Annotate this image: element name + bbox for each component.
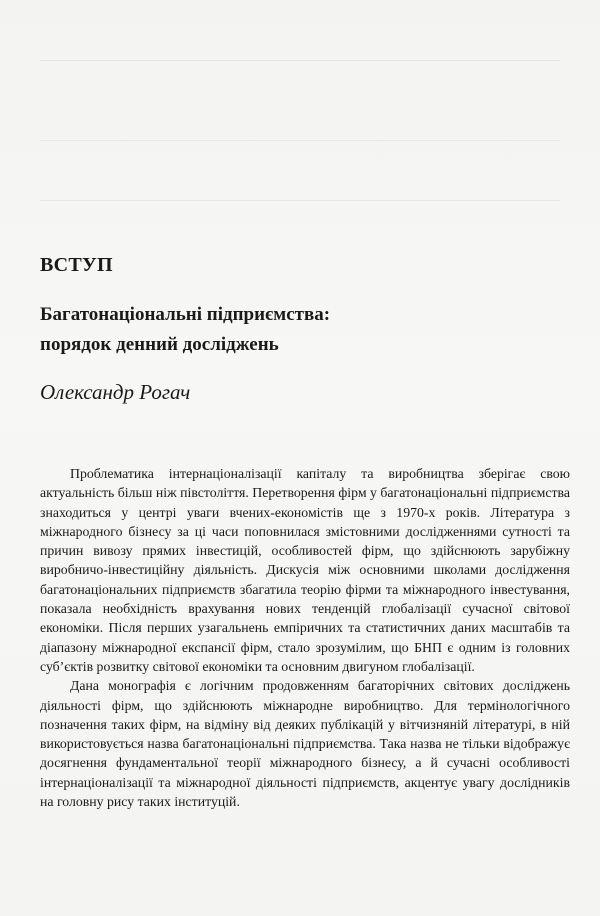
body-text [40,464,570,811]
chapter-heading: ВСТУП [40,254,113,276]
paragraph: Дана монографія є логічним продовженням багаторічних світових досліджень діяльності фірм, що здійснюють міжнародне виробництво. Для термінологічного позначення таких фірм, на відміну від деяких публікацій у вітчизняній літературі, в ній використовується назва багатонаціональні підприємства. Така назва не тільки відображує досягнення фундаментальної теорії міжнародного бізнесу, а й сучасні особливості інтернаціоналізації та міжнародної діяльності підприємств, акцентує увагу дослідників на головну рису таких інституцій. [40,678,570,810]
show-through-line [40,140,560,141]
author-name: Олександр Рогач [40,380,191,404]
chapter-title-line-2: порядок денний досліджень [40,334,279,355]
chapter-title-line-1: Багатонаціональні підприємства: [40,304,331,325]
paragraph: Проблематика інтернаціоналізації капіталу та виробництва зберігає свою актуальність більш ніж півстоліття. Перетворення фірм у багатонаціональні підприємства знаходиться у центрі уваги вчених-економістів ще з 1970-х років. Література з міжнародного бізнесу за ці часи поповнилася змістовними дослідженнями сутності та причин вивозу прямих інвестицій, особливостей фірм, що здійснюють зарубіжну виробничо-інвестиційну діяльність. Дискусія між основними школами дослідження багатонаціональних підприємств збагатила теорію фірми та міжнародного інвестування, показала необхідність врахування нових тенденцій глобалізації сучасної світової економіки. Після перших узагальнень емпіричних та статистичних даних масштабів та діапазону міжнародної експансії фірм, стало зрозумілим, що БНП є одним із головних суб’єктів розвитку світової економіки та основним двигуном глобалізації. [40,466,570,674]
chapter-title [40,300,560,360]
show-through-line [40,60,560,61]
show-through-line [40,200,560,201]
